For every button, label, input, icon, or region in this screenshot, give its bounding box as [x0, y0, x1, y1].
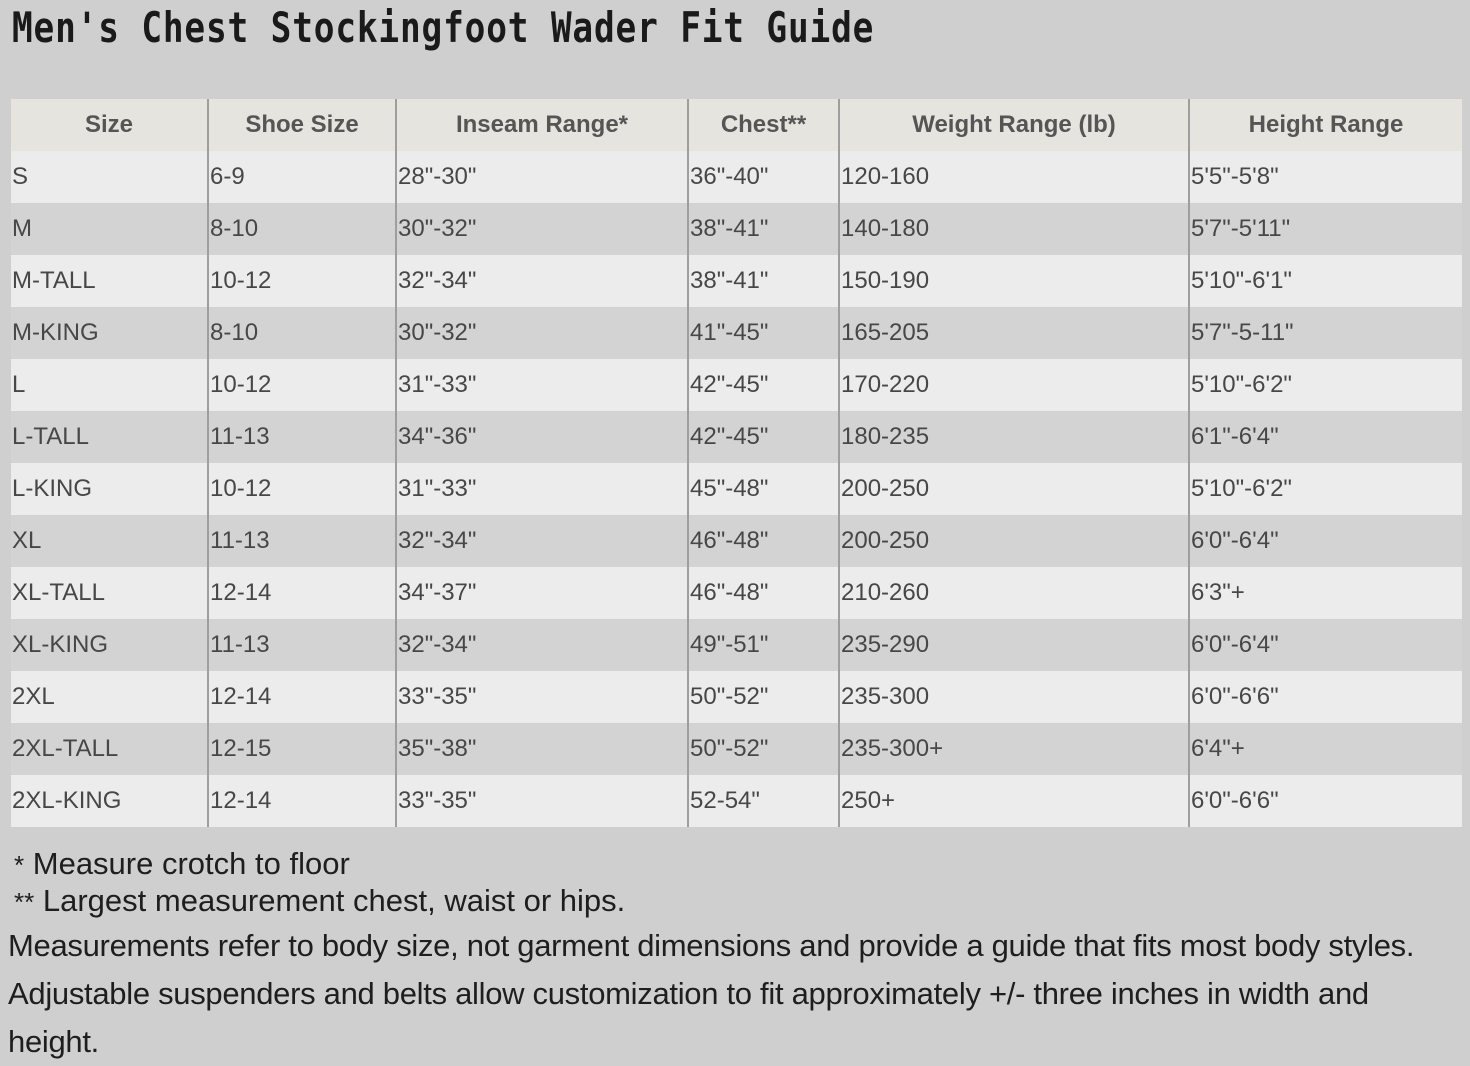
- chest-footnote: [8, 883, 1466, 920]
- weight-cell: 200-250: [839, 463, 1189, 515]
- size-cell: 2XL-TALL: [11, 723, 208, 775]
- chest-cell: 42"-45": [688, 411, 839, 463]
- table-row: [11, 619, 1462, 671]
- table-row: [11, 411, 1462, 463]
- height-cell: 5'10"-6'2": [1189, 359, 1462, 411]
- table-row: [11, 567, 1462, 619]
- chest-cell: 36"-40": [688, 151, 839, 203]
- weight-cell: 150-190: [839, 255, 1189, 307]
- inseam-cell: 30"-32": [396, 307, 688, 359]
- weight-cell: 140-180: [839, 203, 1189, 255]
- fit-guide-table: [11, 99, 1462, 827]
- weight-cell: 200-250: [839, 515, 1189, 567]
- header-weight-range: Weight Range (lb): [839, 99, 1189, 151]
- weight-cell: 250+: [839, 775, 1189, 827]
- height-cell: 5'7"-5'11": [1189, 203, 1462, 255]
- size-cell: XL-KING: [11, 619, 208, 671]
- inseam-footnote-mark: *: [14, 850, 25, 880]
- chest-cell: 42"-45": [688, 359, 839, 411]
- header-size: Size: [11, 99, 208, 151]
- table-row: [11, 307, 1462, 359]
- table-row: [11, 463, 1462, 515]
- header-chest: Chest**: [688, 99, 839, 151]
- size-cell: L-KING: [11, 463, 208, 515]
- header-shoe-size: Shoe Size: [208, 99, 396, 151]
- inseam-cell: 34"-36": [396, 411, 688, 463]
- size-cell: 2XL-KING: [11, 775, 208, 827]
- chest-cell: 50"-52": [688, 671, 839, 723]
- height-cell: 6'0"-6'6": [1189, 671, 1462, 723]
- height-cell: 5'7"-5-11": [1189, 307, 1462, 359]
- shoe-size-cell: 12-14: [208, 567, 396, 619]
- size-cell: XL-TALL: [11, 567, 208, 619]
- weight-cell: 165-205: [839, 307, 1189, 359]
- shoe-size-cell: 10-12: [208, 463, 396, 515]
- shoe-size-cell: 8-10: [208, 307, 396, 359]
- inseam-cell: 32"-34": [396, 515, 688, 567]
- table-row: [11, 775, 1462, 827]
- inseam-cell: 31"-33": [396, 359, 688, 411]
- height-cell: 5'10"-6'1": [1189, 255, 1462, 307]
- inseam-cell: 34"-37": [396, 567, 688, 619]
- shoe-size-cell: 6-9: [208, 151, 396, 203]
- shoe-size-cell: 11-13: [208, 619, 396, 671]
- inseam-cell: 32"-34": [396, 619, 688, 671]
- shoe-size-cell: 10-12: [208, 359, 396, 411]
- table-body: [11, 151, 1462, 827]
- table-row: [11, 671, 1462, 723]
- page-title: Men's Chest Stockingfoot Wader Fit Guide: [12, 3, 875, 52]
- inseam-cell: 30"-32": [396, 203, 688, 255]
- height-cell: 6'0"-6'4": [1189, 515, 1462, 567]
- weight-cell: 235-300+: [839, 723, 1189, 775]
- chest-cell: 41"-45": [688, 307, 839, 359]
- table-row: [11, 203, 1462, 255]
- weight-cell: 120-160: [839, 151, 1189, 203]
- shoe-size-cell: 10-12: [208, 255, 396, 307]
- inseam-footnote-text: Measure crotch to floor: [32, 846, 350, 881]
- size-cell: L: [11, 359, 208, 411]
- chest-cell: 38"-41": [688, 255, 839, 307]
- weight-cell: 235-300: [839, 671, 1189, 723]
- notes-section: [8, 846, 1466, 1066]
- shoe-size-cell: 12-15: [208, 723, 396, 775]
- size-cell: 2XL: [11, 671, 208, 723]
- height-cell: 6'4"+: [1189, 723, 1462, 775]
- size-cell: M: [11, 203, 208, 255]
- table-row: [11, 151, 1462, 203]
- chest-footnote-text: Largest measurement chest, waist or hips.: [42, 883, 626, 918]
- weight-cell: 180-235: [839, 411, 1189, 463]
- measurement-note: Measurements refer to body size, not garment dimensions and provide a guide that fits most body styles. Adjustable suspenders and belts allow customization to fit approximately +/- three inches in width and height.: [8, 928, 1415, 1059]
- weight-cell: 170-220: [839, 359, 1189, 411]
- chest-footnote-mark: **: [14, 887, 35, 917]
- height-cell: 5'5"-5'8": [1189, 151, 1462, 203]
- size-cell: L-TALL: [11, 411, 208, 463]
- inseam-cell: 31"-33": [396, 463, 688, 515]
- inseam-cell: 33"-35": [396, 775, 688, 827]
- shoe-size-cell: 11-13: [208, 515, 396, 567]
- shoe-size-cell: 12-14: [208, 775, 396, 827]
- chest-cell: 46"-48": [688, 515, 839, 567]
- table-row: [11, 359, 1462, 411]
- height-cell: 5'10"-6'2": [1189, 463, 1462, 515]
- chest-cell: 50"-52": [688, 723, 839, 775]
- height-cell: 6'0"-6'4": [1189, 619, 1462, 671]
- inseam-cell: 28"-30": [396, 151, 688, 203]
- inseam-footnote: [8, 846, 1466, 883]
- size-cell: M-KING: [11, 307, 208, 359]
- table-row: [11, 515, 1462, 567]
- header-inseam-range: Inseam Range*: [396, 99, 688, 151]
- inseam-cell: 35"-38": [396, 723, 688, 775]
- header-height-range: Height Range: [1189, 99, 1462, 151]
- inseam-cell: 32"-34": [396, 255, 688, 307]
- chest-cell: 49"-51": [688, 619, 839, 671]
- height-cell: 6'3"+: [1189, 567, 1462, 619]
- table-header-row: [11, 99, 1462, 151]
- height-cell: 6'1"-6'4": [1189, 411, 1462, 463]
- shoe-size-cell: 8-10: [208, 203, 396, 255]
- chest-cell: 52-54": [688, 775, 839, 827]
- size-cell: S: [11, 151, 208, 203]
- table-row: [11, 255, 1462, 307]
- table-row: [11, 723, 1462, 775]
- chest-cell: 45"-48": [688, 463, 839, 515]
- weight-cell: 235-290: [839, 619, 1189, 671]
- weight-cell: 210-260: [839, 567, 1189, 619]
- size-cell: M-TALL: [11, 255, 208, 307]
- chest-cell: 38"-41": [688, 203, 839, 255]
- shoe-size-cell: 11-13: [208, 411, 396, 463]
- shoe-size-cell: 12-14: [208, 671, 396, 723]
- chest-cell: 46"-48": [688, 567, 839, 619]
- height-cell: 6'0"-6'6": [1189, 775, 1462, 827]
- size-cell: XL: [11, 515, 208, 567]
- inseam-cell: 33"-35": [396, 671, 688, 723]
